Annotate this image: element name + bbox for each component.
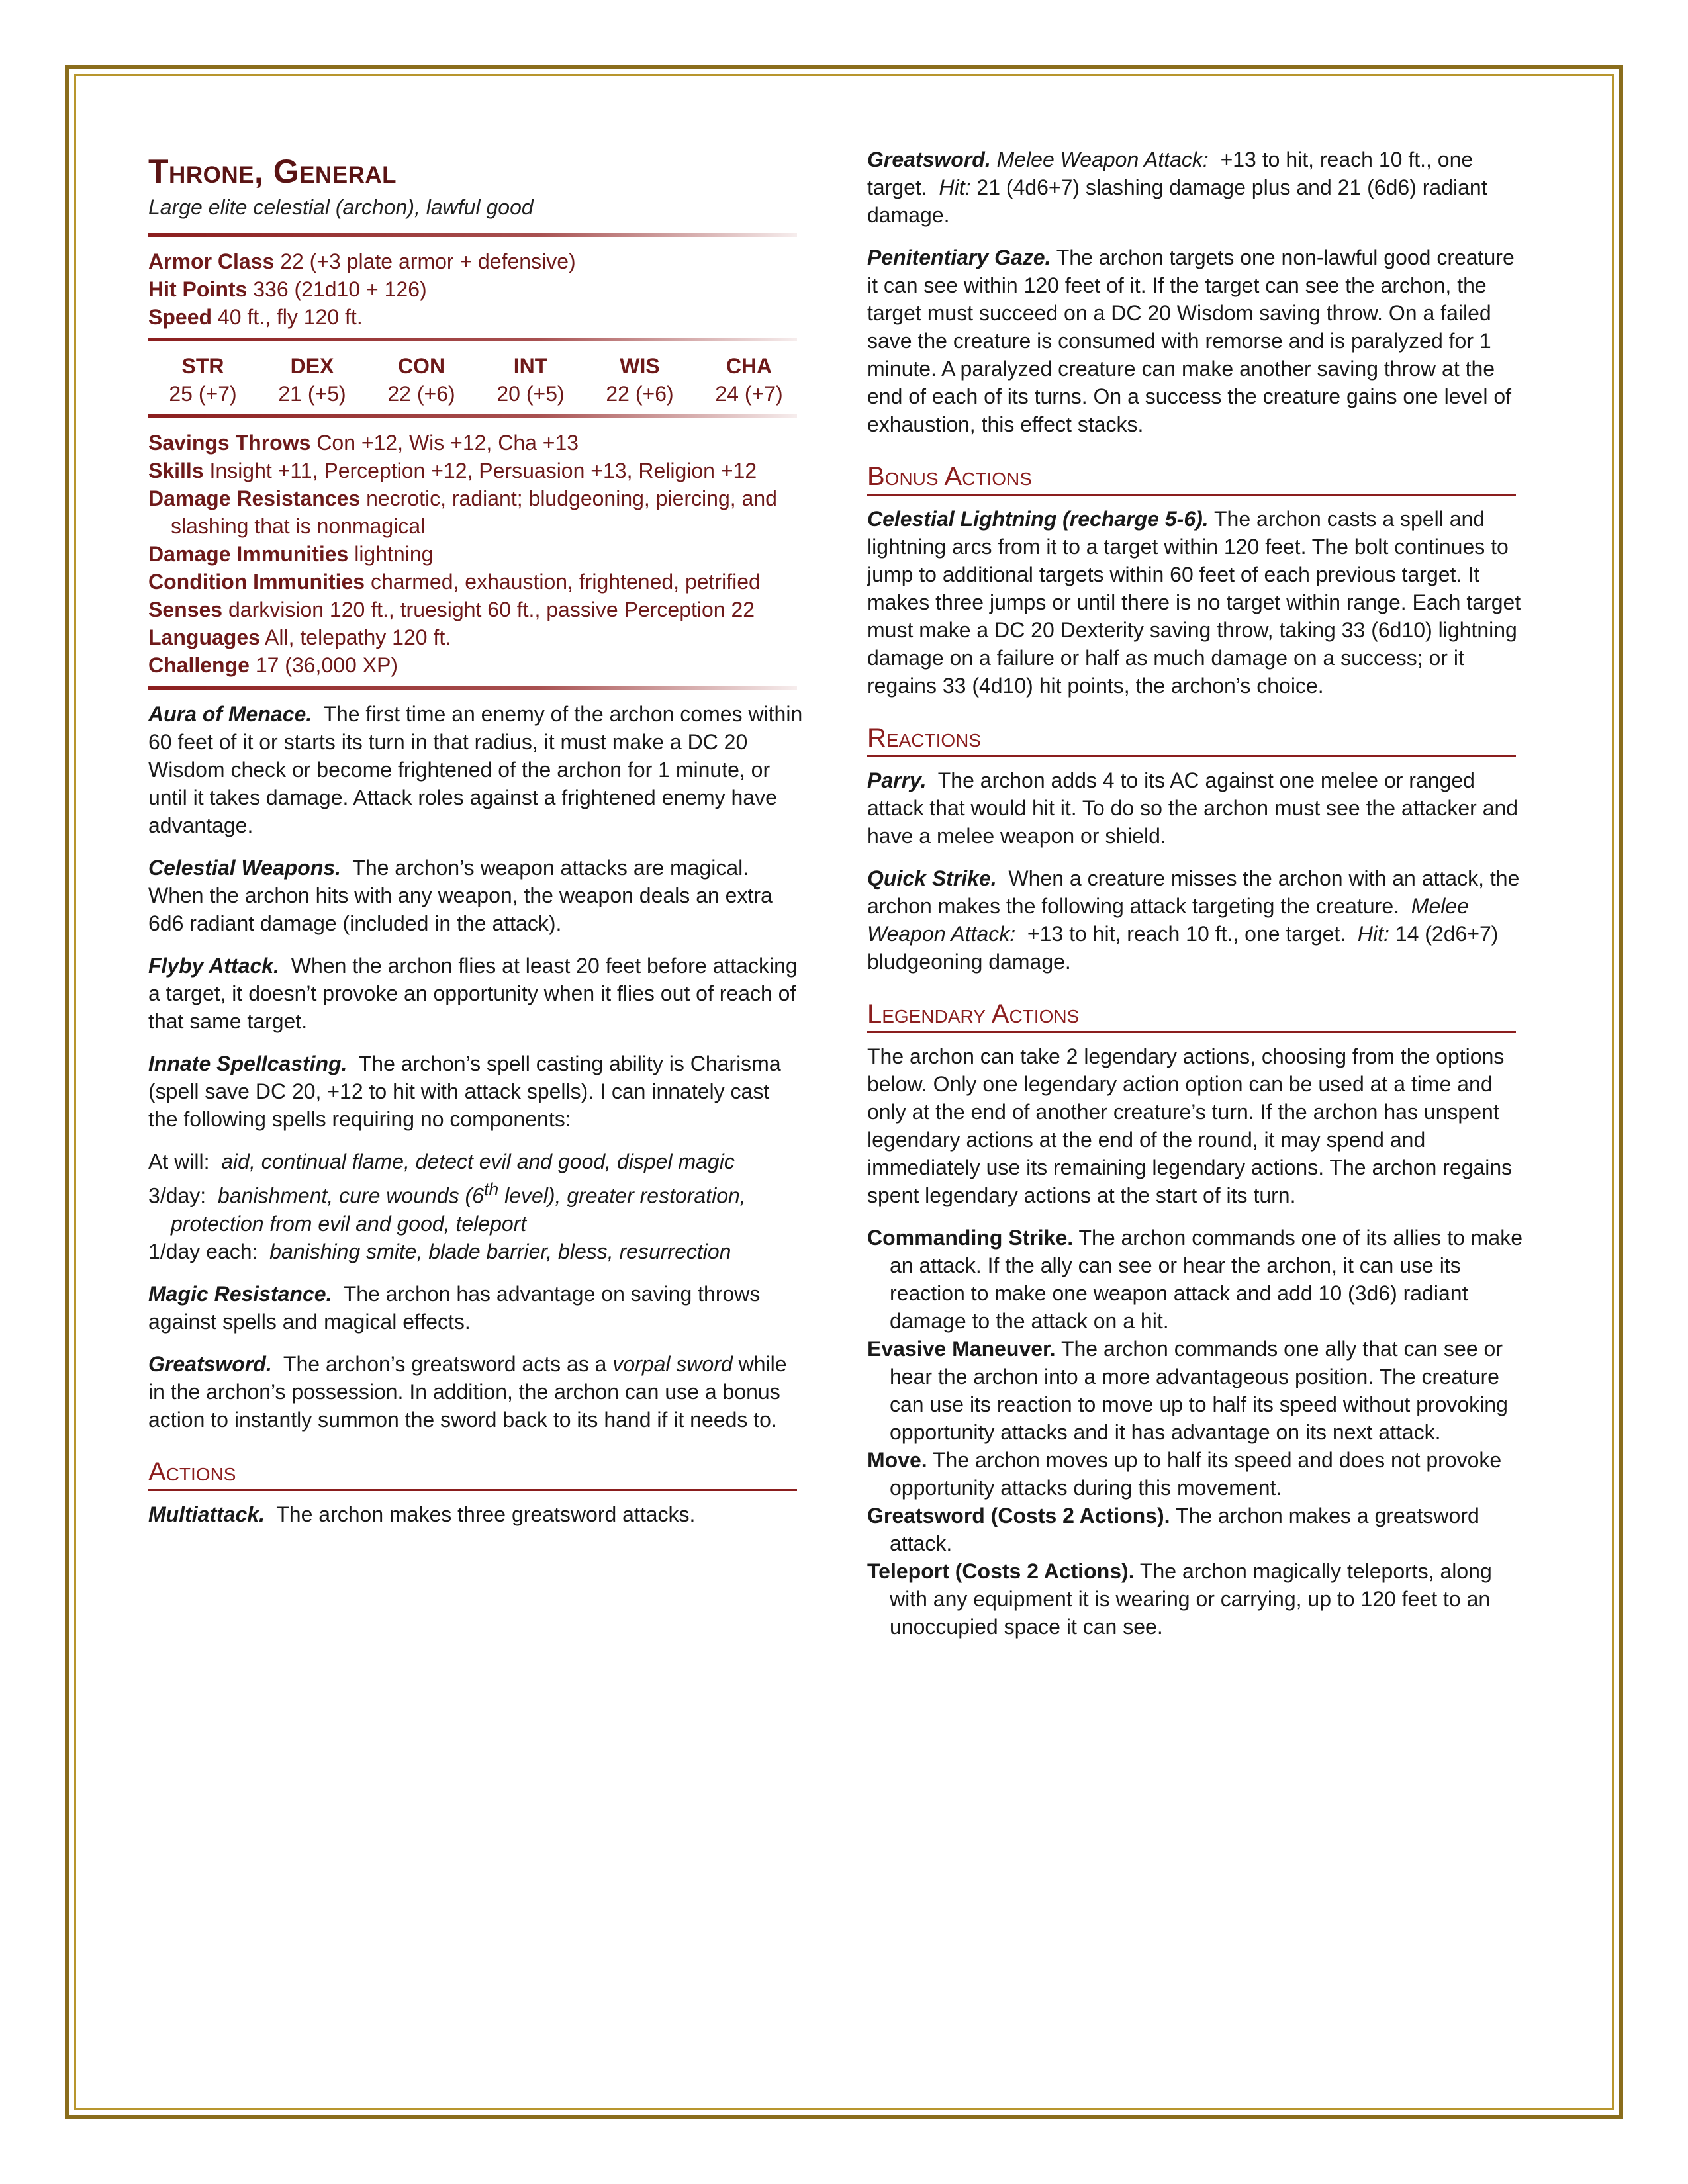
property-line: Skills Insight +11, Perception +12, Persuasion +13, Religion +12	[148, 459, 757, 482]
action: Multiattack. The archon makes three greatsword attacks.	[148, 1502, 696, 1526]
ability-value: 22 (+6)	[606, 382, 674, 406]
ability-header: STR	[181, 354, 224, 378]
hit-points: Hit Points 336 (21d10 + 126)	[148, 277, 427, 301]
property-line: Senses darkvision 120 ft., truesight 60 ft., passive Perception 22	[148, 598, 755, 621]
right-column	[867, 146, 1523, 1641]
divider	[148, 338, 797, 341]
reaction: Quick Strike. When a creature misses the archon with an attack, the archon makes the following attack targeting the creature. Melee Weapon Attack: +13 to hit, reach 10 ft., one target. Hit: 14 (2d6+7) bludgeoning damage.	[867, 866, 1520, 974]
property-line: Languages All, telepathy 120 ft.	[148, 625, 451, 649]
trait: Innate Spellcasting. The archon’s spell casting ability is Charisma (spell save DC 20, +12 to hit with attack spells). I can innately cast the following spells requiring no components:	[148, 1052, 781, 1131]
section-heading-reactions: Reactions	[867, 722, 1516, 757]
trait: Greatsword. The archon’s greatsword acts as a vorpal sword while in the archon’s possession. In addition, the archon can use a bonus action to instantly summon the sword back to its hand if it needs to.	[148, 1351, 787, 1432]
armor-class: Armor Class 22 (+3 plate armor + defensive)	[148, 250, 576, 273]
left-column	[148, 146, 804, 1543]
section-heading-bonus-actions: Bonus Actions	[867, 461, 1516, 496]
legendary-action: Move. The archon moves up to half its speed and does not provoke opportunity attacks during this movement.	[867, 1448, 1502, 1500]
spell-line: 3/day: banishment, cure wounds (6th level), greater restoration, protection from evil and good, teleport	[148, 1179, 746, 1236]
property-line: Damage Resistances necrotic, radiant; bludgeoning, piercing, and slashing that is nonmagical	[148, 486, 777, 538]
monster-subtitle: Large elite celestial (archon), lawful good	[148, 195, 534, 219]
spell-line: At will: aid, continual flame, detect evil and good, dispel magic	[148, 1150, 735, 1173]
ability-header: INT	[513, 354, 548, 378]
section-heading-actions: Actions	[148, 1456, 797, 1491]
section-heading-legendary-actions: Legendary Actions	[867, 998, 1516, 1033]
bonus-action: Celestial Lightning (recharge 5-6). The archon casts a spell and lightning arcs from it to a target within 120 feet. The bolt continues to jump to additional targets within 60 feet of each previous target. It makes three jumps or until there is no target within range. Each target must make a DC 20 Dexterity saving throw, taking 33 (6d10) lightning damage on a failure or half as much damage on a success; or it regains 33 (4d10) hit points, the archon’s choice.	[867, 507, 1521, 698]
divider	[148, 686, 797, 690]
legendary-intro: The archon can take 2 legendary actions, choosing from the options below. Only one legendary action option can be used at a time and only at the end of another creature’s turn. If the archon has unspent legendary actions at the end of the round, it may spend and immediately use its remaining legendary actions. The archon regains spent legendary actions at the start of its turn.	[867, 1044, 1513, 1207]
legendary-action: Teleport (Costs 2 Actions). The archon magically teleports, along with any equipment it is wearing or carrying, up to 120 feet to an unoccupied space it can see.	[867, 1559, 1492, 1639]
ability-value: 25 (+7)	[169, 382, 237, 406]
ability-header: DEX	[290, 354, 334, 378]
ability-header: CHA	[726, 354, 773, 378]
action: Greatsword. Melee Weapon Attack: +13 to hit, reach 10 ft., one target. Hit: 21 (4d6+7) slashing damage plus and 21 (6d6) radiant damage.	[867, 148, 1487, 227]
ability-scores	[148, 352, 804, 408]
trait: Celestial Weapons. The archon’s weapon attacks are magical. When the archon hits with any weapon, the weapon deals an extra 6d6 radiant damage (included in the attack).	[148, 856, 773, 935]
divider	[148, 233, 797, 237]
ability-value: 24 (+7)	[715, 382, 783, 406]
ability-value: 20 (+5)	[496, 382, 565, 406]
legendary-action: Commanding Strike. The archon commands one of its allies to make an attack. If the ally can see or hear the archon, it can use its reaction to make one weapon attack and add 10 (3d6) radiant damage to the attack on a hit.	[867, 1226, 1523, 1333]
property-line: Challenge 17 (36,000 XP)	[148, 653, 399, 677]
ability-header: WIS	[620, 354, 660, 378]
trait: Aura of Menace. The first time an enemy of the archon comes within 60 feet of it or starts its turn in that radius, it must make a DC 20 Wisdom check or become frightened of the archon for 1 minute, or until it takes damage. Attack roles against a frightened enemy have advantage.	[148, 702, 803, 837]
spell-line: 1/day each: banishing smite, blade barrier, bless, resurrection	[148, 1239, 731, 1263]
property-line: Damage Immunities lightning	[148, 542, 434, 566]
monster-title: Throne, General	[148, 153, 397, 190]
trait: Magic Resistance. The archon has advantage on saving throws against spells and magical effects.	[148, 1281, 761, 1334]
ability-value: 21 (+5)	[278, 382, 346, 406]
trait: Flyby Attack. When the archon flies at least 20 feet before attacking a target, it doesn’t provoke an opportunity when it flies out of reach of that same target.	[148, 954, 798, 1033]
property-line: Savings Throws Con +12, Wis +12, Cha +13	[148, 431, 579, 455]
legendary-action: Evasive Maneuver. The archon commands one ally that can see or hear the archon into a more advantageous position. The creature can use its reaction to move up to half its speed without provoking opportunity attacks and it has advantage on its next attack.	[867, 1337, 1508, 1444]
property-line: Condition Immunities charmed, exhaustion, frightened, petrified	[148, 570, 761, 594]
legendary-action: Greatsword (Costs 2 Actions). The archon makes a greatsword attack.	[867, 1504, 1479, 1555]
action: Penitentiary Gaze. The archon targets one non-lawful good creature it can see within 120 feet of it. If the target can see the archon, the target must succeed on a DC 20 Wisdom saving throw. On a failed save the creature is consumed with remorse and is paralyzed for 1 minute. A paralyzed creature can make another saving throw at the end of each of its turns. On a success the creature gains one level of exhaustion, this effect stacks.	[867, 246, 1515, 436]
spell-list	[148, 1148, 804, 1265]
ability-header: CON	[397, 354, 445, 378]
speed: Speed 40 ft., fly 120 ft.	[148, 305, 363, 329]
divider	[148, 414, 797, 418]
reaction: Parry. The archon adds 4 to its AC against one melee or ranged attack that would hit it. To do so the archon must see the attacker and have a melee weapon or shield.	[867, 768, 1519, 848]
ability-value: 22 (+6)	[387, 382, 455, 406]
